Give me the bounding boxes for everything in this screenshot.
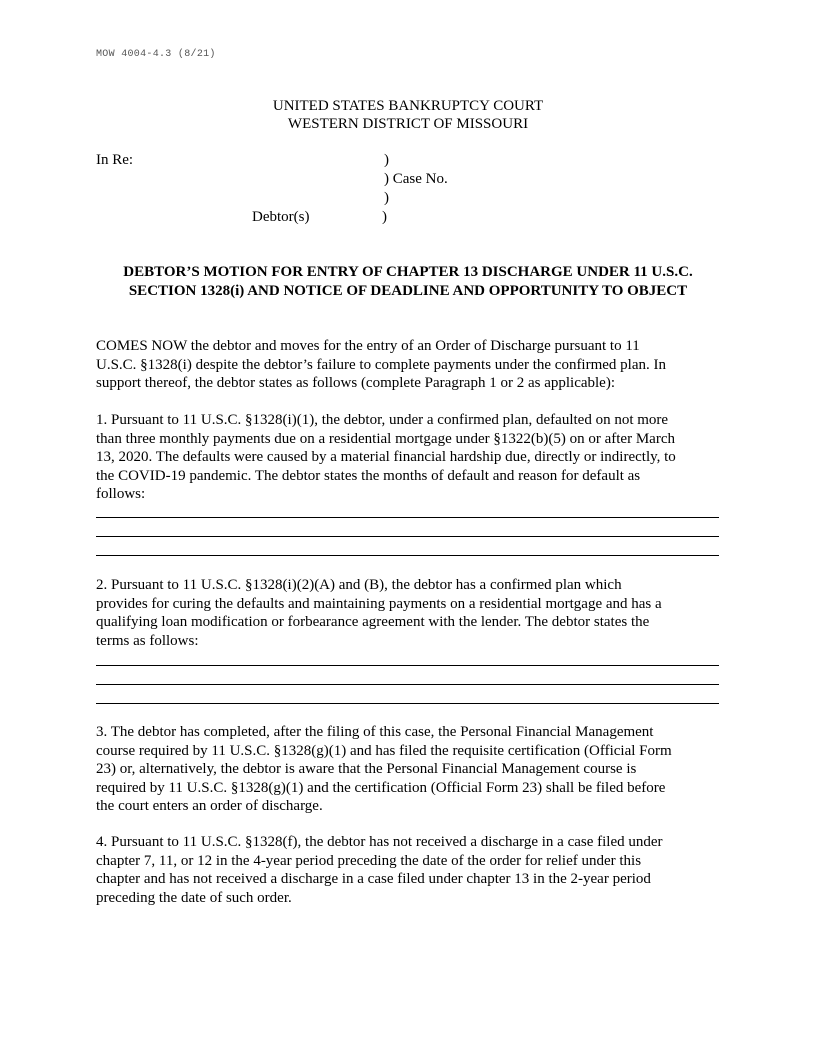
case-caption	[96, 152, 716, 232]
terms-details-line[interactable]	[96, 665, 719, 666]
paragraph-line: 4. Pursuant to 11 U.S.C. §1328(f), the debtor has not received a discharge in a case filed under	[96, 834, 663, 850]
debtors-label: Debtor(s)	[252, 209, 310, 225]
paragraph-line: terms as follows:	[96, 632, 199, 649]
court-name: UNITED STATES BANKRUPTCY COURT	[272, 98, 544, 114]
caption-paren: )	[382, 209, 387, 225]
form-code: MOW 4004-4.3 (8/21)	[96, 49, 216, 60]
motion-title	[0, 263, 816, 301]
paragraph-line: 1. Pursuant to 11 U.S.C. §1328(i)(1), the debtor, under a confirmed plan, defaulted on not more	[96, 412, 669, 428]
paragraph-line: 2. Pursuant to 11 U.S.C. §1328(i)(2)(A) and (B), the debtor has a confirmed plan which	[96, 577, 622, 593]
motion-title-line: SECTION 1328(i) AND NOTICE OF DEADLINE AND OPPORTUNITY TO OBJECT	[128, 283, 688, 299]
paragraph-line: 23) or, alternatively, the debtor is aware that the Personal Financial Management course is	[96, 761, 637, 778]
caption-paren: )	[384, 190, 389, 206]
court-district: WESTERN DISTRICT OF MISSOURI	[287, 116, 529, 132]
paragraph-line: 13, 2020. The defaults were caused by a material financial hardship due, directly or indirectly, to	[96, 449, 676, 466]
case-no-label: ) Case No.	[384, 171, 448, 187]
paragraph-line: provides for curing the defaults and maintaining payments on a residential mortgage and has a	[96, 595, 662, 612]
intro-paragraph	[96, 337, 721, 393]
paragraph-line: chapter 7, 11, or 12 in the 4-year period preceding the date of the order for relief under this	[96, 852, 642, 869]
paragraph-line: chapter and has not received a discharge in a case filed under chapter 13 in the 2-year period	[96, 871, 651, 888]
paragraph-line: course required by 11 U.S.C. §1328(g)(1) and has filed the requisite certification (Official Form	[96, 742, 672, 759]
paragraph-line: COMES NOW the debtor and moves for the entry of an Order of Discharge pursuant to 11	[96, 338, 640, 354]
paragraph-line: qualifying loan modification or forbearance agreement with the lender. The debtor states the	[96, 614, 650, 631]
court-header	[0, 97, 816, 133]
terms-details-line[interactable]	[96, 703, 719, 704]
paragraph-line: required by 11 U.S.C. §1328(g)(1) and the certification (Official Form 23) shall be filed before	[96, 779, 666, 796]
paragraph-line: follows:	[96, 486, 146, 503]
paragraph-line: the court enters an order of discharge.	[96, 798, 323, 815]
terms-details-line[interactable]	[96, 684, 719, 685]
paragraph-line: U.S.C. §1328(i) despite the debtor’s failure to complete payments under the confirmed plan. In	[96, 356, 666, 373]
default-details-line[interactable]	[96, 536, 719, 537]
paragraph-line: than three monthly payments due on a residential mortgage under §1322(b)(5) on or after March	[96, 430, 675, 447]
paragraph-line: the COVID-19 pandemic. The debtor states the months of default and reason for default as	[96, 467, 641, 484]
paragraph-2	[96, 576, 721, 650]
default-details-line[interactable]	[96, 555, 719, 556]
default-details-line[interactable]	[96, 517, 719, 518]
in-re-label: In Re:	[96, 152, 134, 168]
paragraph-line: 3. The debtor has completed, after the filing of this case, the Personal Financial Management	[96, 724, 654, 740]
paragraph-1	[96, 411, 721, 504]
caption-paren: )	[384, 152, 389, 168]
paragraph-line: preceding the date of such order.	[96, 889, 292, 906]
paragraph-4	[96, 833, 721, 907]
paragraph-line: support thereof, the debtor states as follows (complete Paragraph 1 or 2 as applicable):	[96, 375, 616, 392]
motion-title-line: DEBTOR’S MOTION FOR ENTRY OF CHAPTER 13 DISCHARGE UNDER 11 U.S.C.	[123, 264, 693, 280]
paragraph-3	[96, 723, 721, 816]
